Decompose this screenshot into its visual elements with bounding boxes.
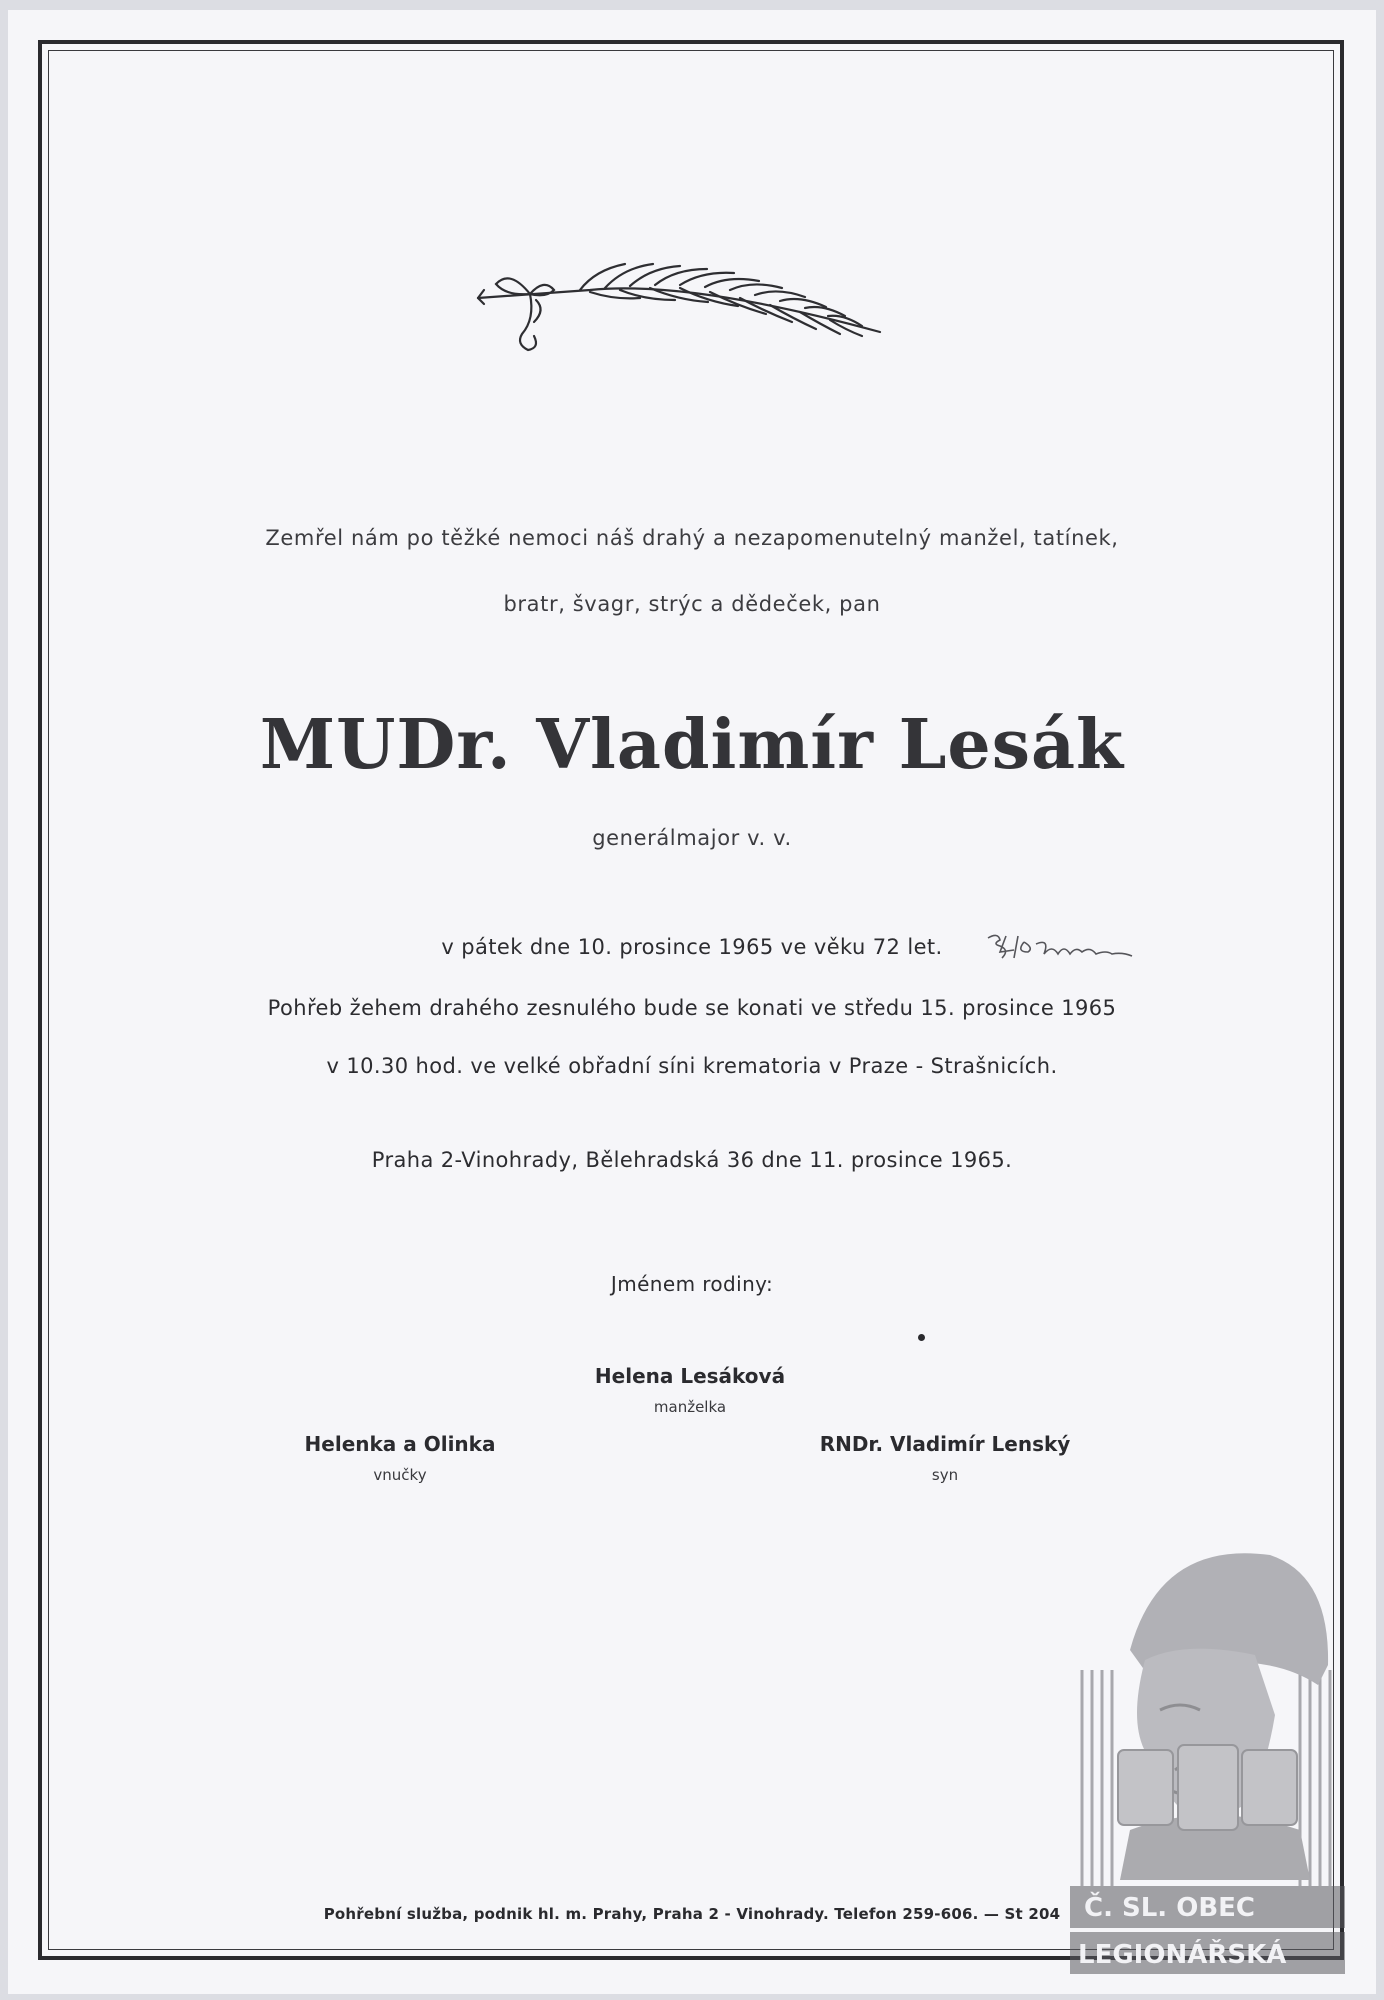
deceased-name: MUDr. Vladimír Lesák <box>259 705 1125 785</box>
intro-line-1: Zemřel nám po těžké nemoci náš drahý a nezapomenutelný manžel, tatínek, <box>265 526 1119 550</box>
signatory-grandchildren-role: vnučky <box>373 1466 427 1484</box>
funeral-line-1: Pohřeb žehem drahého zesnulého bude se konati ve středu 15. prosince 1965 <box>267 996 1117 1020</box>
palm-branch-icon <box>470 250 890 360</box>
family-heading: Jménem rodiny: <box>610 1272 774 1296</box>
funeral-line-2: v 10.30 hod. ve velké obřadní síni krematoria v Praze - Strašnicích. <box>326 1054 1058 1078</box>
footer-funeral-service: Pohřební služba, podnik hl. m. Prahy, Praha 2 - Vinohrady. Telefon 259-606. — St 204 <box>323 1905 1061 1923</box>
rank-title: generálmajor v. v. <box>592 826 792 850</box>
watermark-line-1: Č. SL. OBEC <box>1084 1893 1255 1923</box>
signatory-grandchildren-name: Helenka a Olinka <box>304 1432 496 1456</box>
signatory-wife-name: Helena Lesáková <box>594 1364 786 1388</box>
legion-logo-watermark <box>1070 1530 1345 1980</box>
death-date-line: v pátek dne 10. prosince 1965 ve věku 72 let. <box>441 935 943 959</box>
handwritten-note-scribble <box>984 928 1184 968</box>
signatory-wife-role: manželka <box>653 1398 727 1416</box>
signatory-son-role: syn <box>931 1466 959 1484</box>
ink-dot <box>918 1334 925 1341</box>
watermark-line-2: LEGIONÁŘSKÁ <box>1078 1940 1287 1970</box>
signatory-son-name: RNDr. Vladimír Lenský <box>819 1432 1071 1456</box>
intro-line-2: bratr, švagr, strýc a dědeček, pan <box>503 592 881 616</box>
place-and-date: Praha 2-Vinohrady, Bělehradská 36 dne 11. prosince 1965. <box>371 1148 1013 1172</box>
